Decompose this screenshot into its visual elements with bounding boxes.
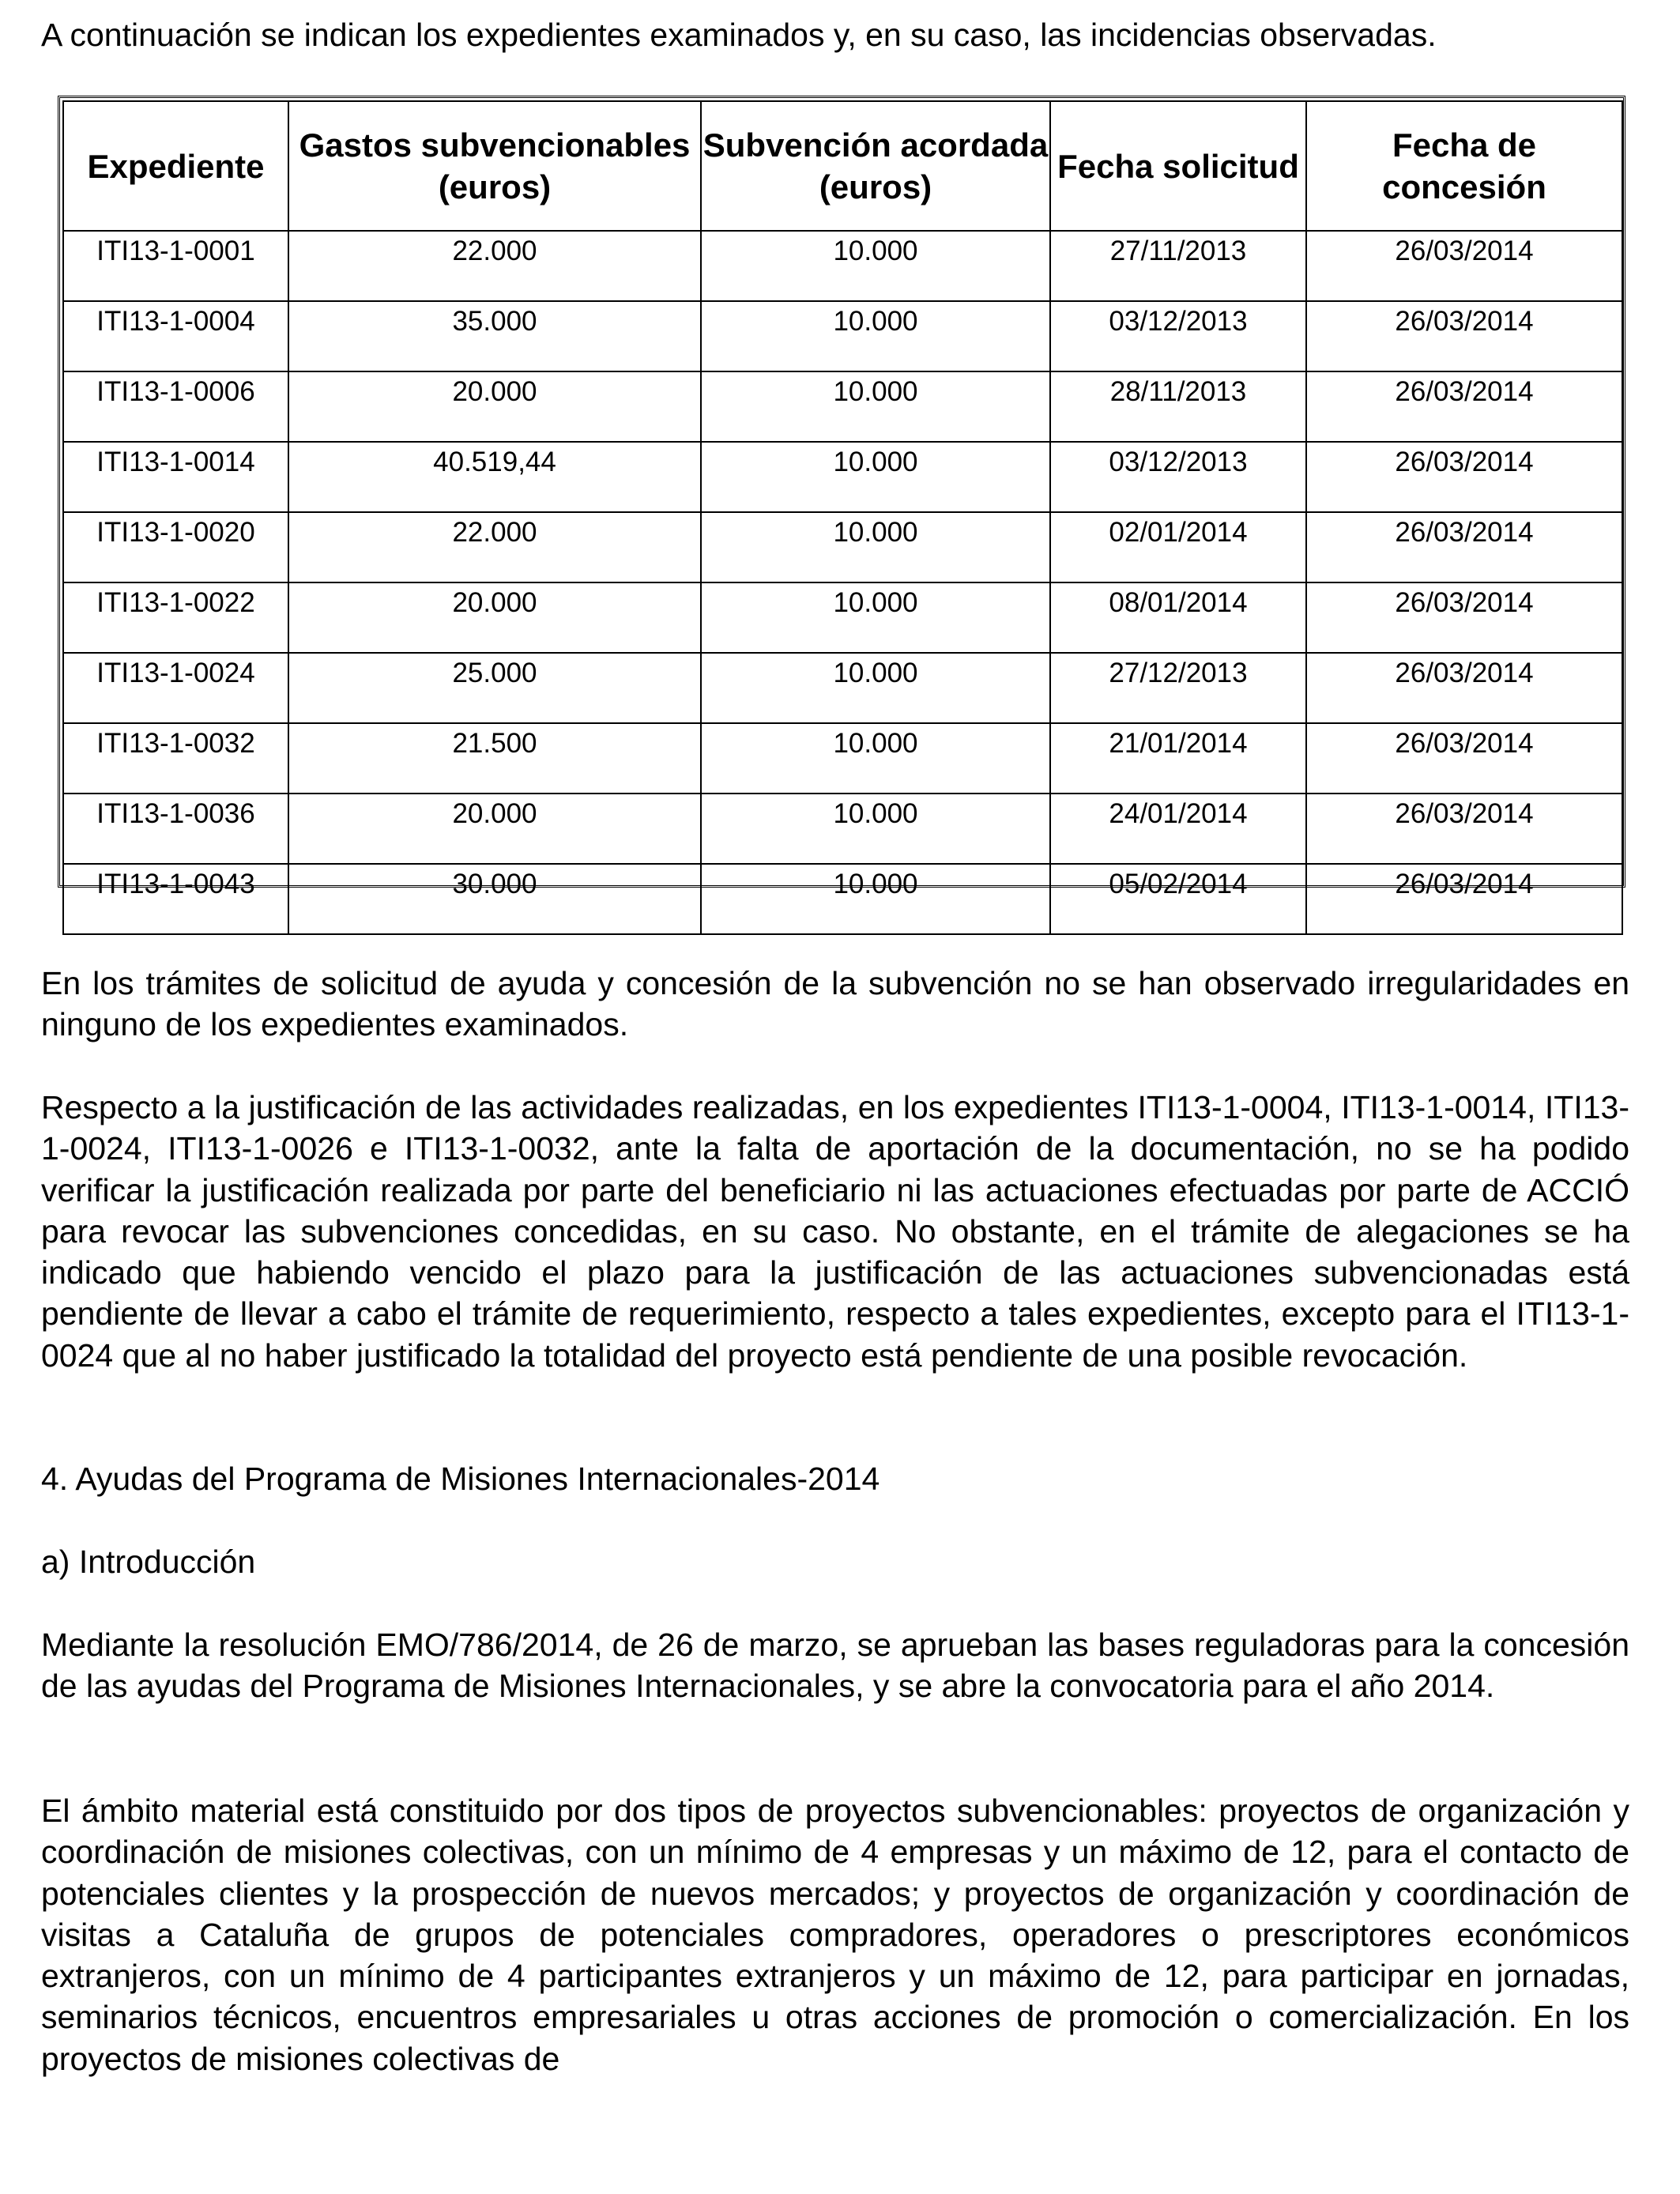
expedientes-table-frame [58, 96, 1625, 899]
cell-gastos: 35.000 [288, 301, 701, 371]
cell-expediente: ITI13-1-0006 [63, 371, 288, 442]
cell-expediente: ITI13-1-0022 [63, 582, 288, 653]
cell-subvencion: 10.000 [701, 794, 1050, 864]
table-row [63, 864, 1622, 934]
cell-expediente: ITI13-1-0024 [63, 653, 288, 723]
expedientes-table [62, 100, 1623, 935]
table-row [63, 512, 1622, 582]
table-row [63, 653, 1622, 723]
paragraph-resolucion: Mediante la resolución EMO/786/2014, de 26 de marzo, se aprueban las bases reguladoras para la concesión de las ayudas del Programa de Misiones Internacionales, y se abre la convocatoria para el año 2014. [41, 1627, 1629, 1705]
cell-fecha-concesion: 26/03/2014 [1306, 653, 1622, 723]
cell-subvencion: 10.000 [701, 864, 1050, 934]
cell-fecha-solicitud: 03/12/2013 [1050, 442, 1306, 512]
cell-fecha-solicitud: 27/11/2013 [1050, 231, 1306, 301]
cell-fecha-solicitud: 08/01/2014 [1050, 582, 1306, 653]
table-row [63, 231, 1622, 301]
cell-gastos: 21.500 [288, 723, 701, 794]
cell-subvencion: 10.000 [701, 442, 1050, 512]
cell-expediente: ITI13-1-0043 [63, 864, 288, 934]
cell-subvencion: 10.000 [701, 723, 1050, 794]
cell-fecha-concesion: 26/03/2014 [1306, 512, 1622, 582]
paragraph-ambito-material: El ámbito material está constituido por dos tipos de proyectos subvencionables: proyectos de organización y coordinación de misiones colectivas, con un mínimo de 4 empresas y un máximo de 12, para el contacto de potenciales clientes y la prospección de nuevos mercados; y proyectos de organización y coordinación de visitas a Cataluña de grupos de potenciales compradores, operadores o prescriptores económicos extranjeros, con un mínimo de 4 participantes extranjeros y un máximo de 12, para participar en jornadas, seminarios técnicos, encuentros empresariales u otras acciones de promoción o comercialización. En los proyectos de misiones colectivas de [41, 1793, 1629, 2077]
cell-fecha-solicitud: 24/01/2014 [1050, 794, 1306, 864]
table-row [63, 371, 1622, 442]
paragraph-justificacion: Respecto a la justificación de las actividades realizadas, en los expedientes ITI13-1-0004, ITI13-1-0014, ITI13-1-0024, ITI13-1-0026 e ITI13-1-0032, ante la falta de aportación de la documentación, no se ha podido verificar la justificación realizada por parte del beneficiario ni las actuaciones efectuadas por parte de ACCIÓ para revocar las subvenciones concedidas, en su caso. No obstante, en el trámite de alegaciones se ha indicado que habiendo vencido el plazo para la justificación de las actuaciones subvencionadas está pendiente de llevar a cabo el trámite de requerimiento, respecto a tales expedientes, excepto para el ITI13-1-0024 que al no haber justificado la totalidad del proyecto está pendiente de una posible revocación. [41, 1089, 1629, 1374]
table-row [63, 582, 1622, 653]
cell-subvencion: 10.000 [701, 301, 1050, 371]
cell-subvencion: 10.000 [701, 231, 1050, 301]
cell-gastos: 20.000 [288, 582, 701, 653]
cell-fecha-solicitud: 05/02/2014 [1050, 864, 1306, 934]
cell-expediente: ITI13-1-0004 [63, 301, 288, 371]
cell-subvencion: 10.000 [701, 371, 1050, 442]
cell-expediente: ITI13-1-0036 [63, 794, 288, 864]
table-row [63, 301, 1622, 371]
intro-paragraph: A continuación se indican los expedientes examinados y, en su caso, las incidencias observadas. [41, 17, 1437, 53]
cell-expediente: ITI13-1-0032 [63, 723, 288, 794]
cell-subvencion: 10.000 [701, 653, 1050, 723]
cell-gastos: 40.519,44 [288, 442, 701, 512]
header-fecha-concesion: Fecha de concesión [1306, 101, 1622, 231]
header-gastos-subvencionables: Gastos subvencionables (euros) [288, 101, 701, 231]
paragraph-tramites: En los trámites de solicitud de ayuda y concesión de la subvención no se han observado irregularidades en ninguno de los expedientes examinados. [41, 965, 1629, 1043]
table-header-row [63, 101, 1622, 231]
cell-expediente: ITI13-1-0001 [63, 231, 288, 301]
cell-fecha-concesion: 26/03/2014 [1306, 231, 1622, 301]
cell-gastos: 20.000 [288, 371, 701, 442]
cell-fecha-solicitud: 03/12/2013 [1050, 301, 1306, 371]
cell-gastos: 22.000 [288, 231, 701, 301]
table-row [63, 442, 1622, 512]
cell-fecha-concesion: 26/03/2014 [1306, 582, 1622, 653]
cell-expediente: ITI13-1-0020 [63, 512, 288, 582]
header-subvencion-acordada: Subvención acordada (euros) [701, 101, 1050, 231]
cell-fecha-concesion: 26/03/2014 [1306, 864, 1622, 934]
section-heading-4: 4. Ayudas del Programa de Misiones Internacionales-2014 [41, 1461, 880, 1497]
cell-fecha-solicitud: 02/01/2014 [1050, 512, 1306, 582]
header-fecha-solicitud: Fecha solicitud [1050, 101, 1306, 231]
table-row [63, 794, 1622, 864]
cell-gastos: 20.000 [288, 794, 701, 864]
cell-fecha-solicitud: 28/11/2013 [1050, 371, 1306, 442]
cell-subvencion: 10.000 [701, 512, 1050, 582]
cell-fecha-solicitud: 21/01/2014 [1050, 723, 1306, 794]
table-row [63, 723, 1622, 794]
cell-subvencion: 10.000 [701, 582, 1050, 653]
header-expediente: Expediente [63, 101, 288, 231]
cell-gastos: 30.000 [288, 864, 701, 934]
cell-fecha-solicitud: 27/12/2013 [1050, 653, 1306, 723]
cell-gastos: 22.000 [288, 512, 701, 582]
subsection-heading-a: a) Introducción [41, 1544, 256, 1580]
cell-fecha-concesion: 26/03/2014 [1306, 723, 1622, 794]
cell-fecha-concesion: 26/03/2014 [1306, 794, 1622, 864]
cell-fecha-concesion: 26/03/2014 [1306, 301, 1622, 371]
cell-fecha-concesion: 26/03/2014 [1306, 442, 1622, 512]
cell-gastos: 25.000 [288, 653, 701, 723]
cell-fecha-concesion: 26/03/2014 [1306, 371, 1622, 442]
cell-expediente: ITI13-1-0014 [63, 442, 288, 512]
